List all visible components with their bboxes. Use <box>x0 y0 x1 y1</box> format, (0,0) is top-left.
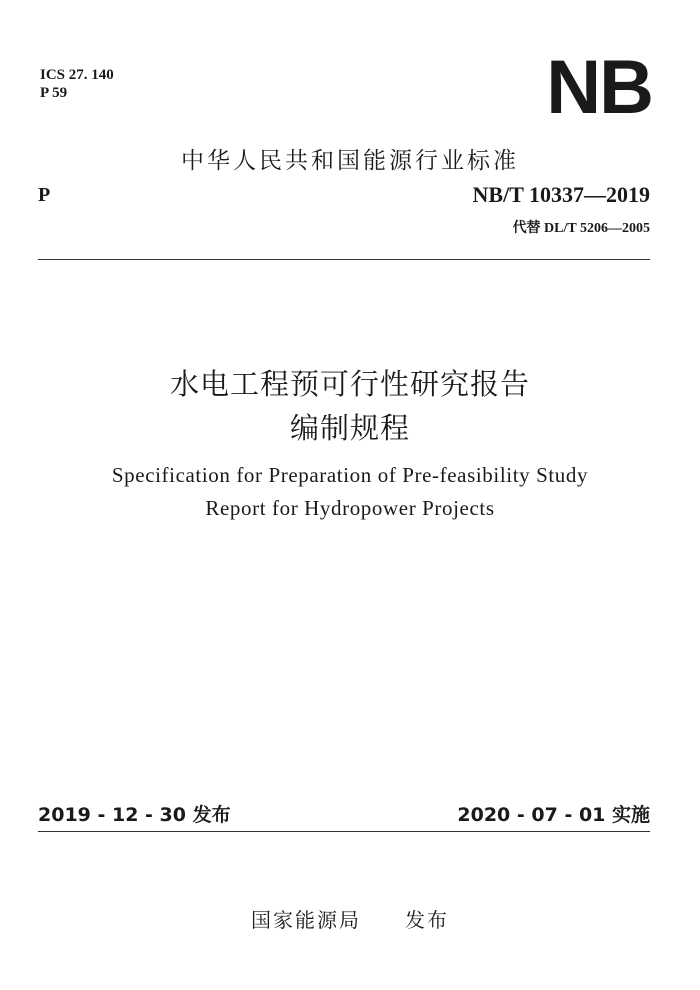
title-cn-line1: 水电工程预可行性研究报告 <box>169 367 530 401</box>
standard-type-heading: 中华人民共和国能源行业标准 <box>181 148 519 174</box>
classification-codes <box>40 66 114 102</box>
header-divider <box>38 259 650 260</box>
effective-date: 2020 - 07 - 01 实施 <box>457 804 650 826</box>
ics-code: ICS 27. 140 <box>40 67 114 83</box>
issue-date: 2019 - 12 - 30 发布 <box>38 804 231 826</box>
standard-code: NB/T 10337—2019 <box>472 182 650 207</box>
category-letter: P <box>38 184 51 206</box>
issuing-authority: 国家能源局 发布 <box>251 908 449 932</box>
replaces-standard: 代替 DL/T 5206—2005 <box>512 221 650 236</box>
footer-divider <box>38 831 650 832</box>
title-en-line2: Report for Hydropower Projects <box>205 496 495 520</box>
title-en-line1: Specification for Preparation of Pre-feasibility Study <box>111 463 589 487</box>
ccs-code: P 59 <box>40 85 68 101</box>
title-cn-line2: 编制规程 <box>289 411 410 445</box>
nb-logo: NB <box>546 45 652 130</box>
